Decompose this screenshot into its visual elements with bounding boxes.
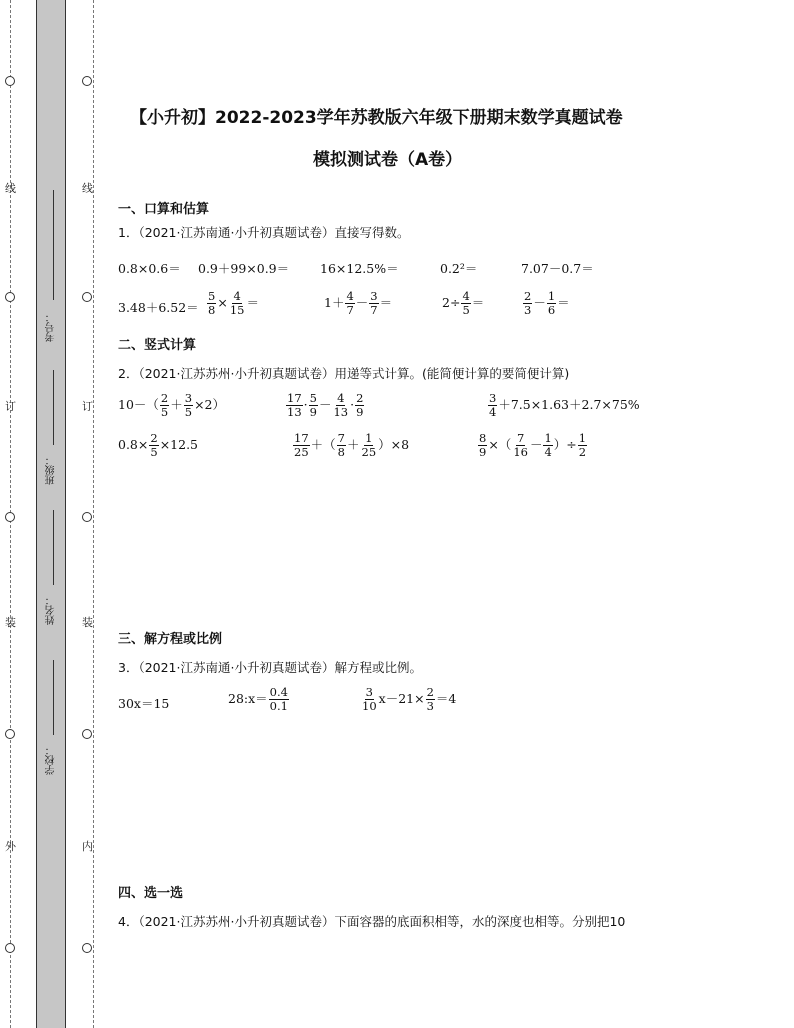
q1-item: 0.2²＝ [440,261,478,276]
q3-item: 30x＝15 [118,696,170,711]
q2-item: 0.8× $\frac{2}{5}$ ×12.5 [118,431,198,459]
class-label: 班级： [46,455,57,485]
section-heading-3: 三、解方程或比例 [118,632,223,647]
q1-item: 0.8×0.6＝ [118,261,181,276]
q3-item: $\frac{3}{10}$ x－21× $\frac{2}{3}$ ＝4 [362,685,457,713]
binding-hole [82,76,92,86]
inner-cut-line [93,0,94,1028]
question-3-stem: 3．（2021·江苏南通·小升初真题试卷）解方程或比例。 [118,660,422,675]
binding-hole [82,943,92,953]
fraction: $\frac{2}{5}$ [160,391,169,419]
inner-mark-xian: 线 [82,182,93,195]
paper-title: 【小升初】2022-2023学年苏教版六年级下册期末数学真题试卷 [130,108,623,128]
q1-item: $\frac{5}{8}$ × $\frac{4}{15}$ ＝ [208,289,259,317]
q1-item: $\frac{2}{3}$ － $\frac{1}{6}$ ＝ [524,289,570,317]
fraction: $\frac{2}{9}$ [356,391,364,419]
class-line [53,370,54,445]
binding-hole [82,729,92,739]
school-label: 学校： [46,745,57,775]
inner-mark-zhuang: 装 [82,616,93,629]
binding-hole [5,943,15,953]
question-4-stem: 4．（2021·江苏苏州·小升初真题试卷）下面容器的底面积相等，水的深度也相等。分别把10 [118,914,626,929]
binding-hole [5,292,15,302]
binding-hole [5,76,15,86]
exam-number-label: 考号： [46,312,57,342]
fraction: $\frac{1}{6}$ [547,289,556,317]
q1-item: 3.48＋6.52＝ [118,300,199,315]
binding-hole [82,292,92,302]
q2-item: $\frac{3}{4}$ ＋7.5×1.63＋2.7×75% [489,391,640,419]
paper-subtitle: 模拟测试卷（A卷） [313,150,463,170]
fraction: $\frac{8}{9}$ [479,431,487,459]
outer-mark-wai: 外 [5,840,16,853]
school-line [53,660,54,735]
question-2-stem: 2．（2021·江苏苏州·小升初真题试卷）用递等式计算。(能简便计算的要简便计算) [118,366,570,381]
q1-item: 2÷ $\frac{4}{5}$ ＝ [442,289,485,317]
fraction: $\frac{4}{7}$ [346,289,354,317]
binding-hole [5,512,15,522]
section-heading-2: 二、竖式计算 [118,338,197,353]
fraction: $\frac{0.4}{0.1}$ [269,685,288,713]
binding-hole [82,512,92,522]
fraction: $\frac{17}{25}$ [294,431,309,459]
exam-number-line [53,190,54,300]
inner-mark-ding: 订 [82,400,93,413]
fraction: $\frac{3}{10}$ [362,685,377,713]
q2-item: $\frac{17}{25}$ ＋（ $\frac{7}{8}$ ＋ $\frac{1}{25}$ ）×8 [294,431,410,459]
outer-mark-ding: 订 [5,400,16,413]
q1-item: 7.07－0.7＝ [521,261,594,276]
fraction: $\frac{1}{2}$ [578,431,587,459]
fraction: $\frac{4}{13}$ [333,391,349,419]
fraction: $\frac{5}{9}$ [309,391,317,419]
inner-mark-nei: 内 [82,840,93,853]
q2-item: 10－（ $\frac{2}{5}$ ＋ $\frac{3}{5}$ ×2） [118,391,226,419]
fraction: $\frac{7}{8}$ [337,431,345,459]
outer-mark-xian: 线 [5,182,16,195]
fraction: $\frac{4}{15}$ [229,289,245,317]
fraction: $\frac{17}{13}$ [287,391,302,419]
q1-item: 1＋ $\frac{4}{7}$ － $\frac{3}{7}$ ＝ [324,289,393,317]
fraction: $\frac{3}{7}$ [370,289,378,317]
fraction: $\frac{2}{5}$ [150,431,158,459]
fraction: $\frac{3}{5}$ [184,391,193,419]
name-label: 姓名： [46,595,57,625]
binding-hole [5,729,15,739]
fraction: $\frac{7}{16}$ [513,431,528,459]
fraction: $\frac{4}{5}$ [462,289,470,317]
fraction: $\frac{2}{3}$ [524,289,532,317]
fraction: $\frac{1}{4}$ [544,431,552,459]
question-1-stem: 1．（2021·江苏南通·小升初真题试卷）直接写得数。 [118,225,410,240]
name-line [53,510,54,585]
section-heading-4: 四、选一选 [118,886,184,901]
q2-item: $\frac{8}{9}$ ×（ $\frac{7}{16}$ － $\frac{1}{4}$ ）÷ $\frac{1}{2}$ [479,431,587,459]
binding-strip [36,0,66,1028]
section-heading-1: 一、口算和估算 [118,202,210,217]
fraction: $\frac{2}{3}$ [426,685,434,713]
outer-mark-zhuang: 装 [5,616,16,629]
fraction: $\frac{5}{8}$ [208,289,216,317]
q3-item: 28:x＝ $\frac{0.4}{0.1}$ [228,685,288,713]
q2-item: $\frac{17}{13}$ · $\frac{5}{9}$ － $\frac{4}{13}$ · $\frac{2}{9}$ [287,391,364,419]
q1-item: 0.9＋99×0.9＝ [198,261,290,276]
fraction: $\frac{3}{4}$ [489,391,497,419]
q1-item: 16×12.5%＝ [320,261,399,276]
fraction: $\frac{1}{25}$ [361,431,377,459]
